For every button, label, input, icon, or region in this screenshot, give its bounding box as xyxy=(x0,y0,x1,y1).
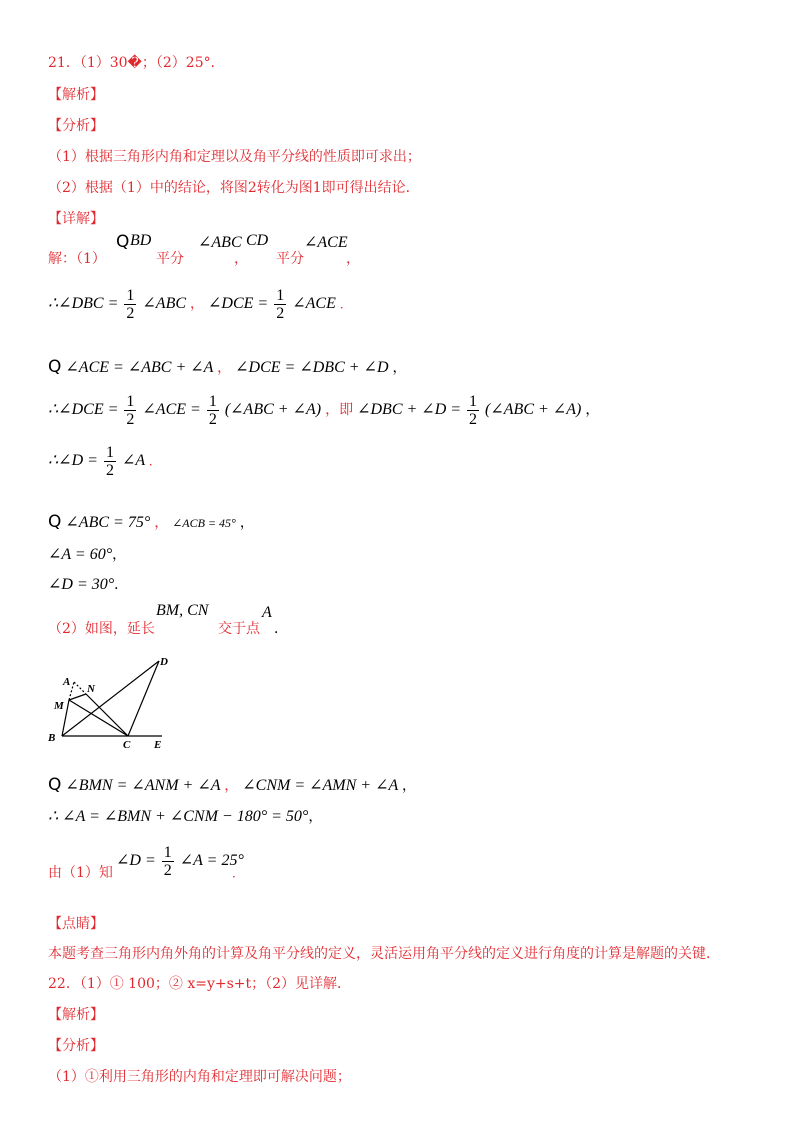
final-expr xyxy=(116,844,244,879)
solution-line-8 xyxy=(48,574,128,594)
part2-text: 交于点 xyxy=(218,621,260,637)
expr: ∴∠DBC = xyxy=(48,295,119,313)
solution-line-7 xyxy=(48,544,126,564)
ji-text: ，即 xyxy=(325,403,354,419)
solution-line-9 xyxy=(48,775,416,795)
expr: ∠ABC xyxy=(142,295,187,313)
solution-line-6 xyxy=(48,512,254,532)
jiexi-heading: 【解析】 xyxy=(48,87,104,103)
label-n: N xyxy=(87,683,95,695)
q22-jiexi-heading: 【解析】 xyxy=(48,1007,104,1023)
jie-prefix: 解：（1） xyxy=(48,251,106,267)
expr: ∠A = 60° xyxy=(48,546,113,563)
expr: ∠DCE = xyxy=(208,295,269,313)
because-symbol: Q xyxy=(116,232,130,252)
comma: ， xyxy=(585,403,600,419)
period: ． xyxy=(232,866,245,880)
because-symbol: Q xyxy=(48,512,62,532)
comma: ， xyxy=(112,548,127,563)
comma: ， xyxy=(308,810,323,825)
label-b: B xyxy=(48,732,56,744)
fraction-half: $\frac{1}{2}$ xyxy=(105,444,114,479)
expr: ∠CNM = ∠AMN + ∠A xyxy=(242,777,398,794)
expr: ∠ABC = 75° xyxy=(65,514,151,531)
xiangjie-heading: 【详解】 xyxy=(48,211,104,227)
expr: ∠BMN = ∠ANM + ∠A xyxy=(65,777,221,794)
expr: (∠ABC + ∠A) xyxy=(224,401,322,419)
fenxi-line-1: （1）根据三角形内角和定理以及角平分线的性质即可求出； xyxy=(48,149,421,165)
because-symbol: Q xyxy=(48,775,62,795)
fraction-half: $\frac{1}{2}$ xyxy=(126,393,135,428)
comma: ， xyxy=(217,361,232,376)
segment-mc xyxy=(69,700,128,736)
period: ． xyxy=(114,578,129,593)
fraction-half: $\frac{1}{2}$ xyxy=(163,844,172,879)
expr: ∠DBC + ∠D = xyxy=(357,401,462,419)
segment-bd: BD xyxy=(130,232,152,249)
comma: ， xyxy=(190,297,205,313)
fraction-half: $\frac{1}{2}$ xyxy=(276,287,285,322)
solution-line-5 xyxy=(48,444,161,479)
segments-bm-cn: BM, CN xyxy=(156,602,209,619)
expr: ∠A xyxy=(121,452,145,470)
q22-answer-header: 22．（1）① 100；② x=y+s+t；（2）见详解． xyxy=(48,976,352,992)
fenxi-line-2: （2）根据（1）中的结论，将图2转化为图1即可得出结论． xyxy=(48,180,420,196)
period: ． xyxy=(339,297,352,312)
solution-line-4 xyxy=(48,393,599,428)
solution-line-10 xyxy=(48,806,322,826)
label-d: D xyxy=(160,656,168,668)
segment-nc xyxy=(86,694,128,736)
label-c: C xyxy=(123,739,131,751)
because-symbol: Q xyxy=(48,357,62,377)
dianjing-heading: 【点睛】 xyxy=(48,916,104,932)
period: ． xyxy=(148,454,161,469)
fraction-half: $\frac{1}{2}$ xyxy=(469,393,478,428)
fraction-half: $\frac{1}{2}$ xyxy=(126,287,135,322)
comma: ， xyxy=(234,251,248,267)
angle-ace: ∠ACE xyxy=(304,234,348,251)
period: ． xyxy=(274,621,288,637)
comma: ， xyxy=(392,361,407,376)
expr: ∠DCE = ∠DBC + ∠D xyxy=(235,359,389,376)
you-text: 由（1）知 xyxy=(48,865,113,881)
expr: ∠D = xyxy=(116,852,156,870)
comma: ， xyxy=(224,779,239,794)
extension-na xyxy=(74,682,86,694)
q21-answer-header: 21．（1）30�；（2）25°． xyxy=(48,55,225,71)
solution-line-3 xyxy=(48,357,407,377)
comma: ， xyxy=(346,251,360,267)
expr: ∠D = 30° xyxy=(48,576,115,593)
label-m: M xyxy=(54,700,64,712)
pingfen-2: 平分 xyxy=(276,251,304,267)
pingfen-1: 平分 xyxy=(156,251,184,267)
fraction-half: $\frac{1}{2}$ xyxy=(208,393,217,428)
label-e: E xyxy=(154,739,162,751)
part2-text: （2）如图，延长 xyxy=(48,621,155,637)
comma: ， xyxy=(401,779,416,794)
triangle-figure xyxy=(44,652,184,752)
dianjing-text: 本题考查三角形内角外角的计算及角平分线的定义，灵活运用角平分线的定义进行角度的计算是解题的关键． xyxy=(48,946,720,962)
segment-mn xyxy=(69,694,86,700)
expr: ∠ACB = 45° xyxy=(172,516,236,530)
expr: ∴∠DCE = xyxy=(48,401,119,419)
q22-fenxi-line-1: （1）①利用三角形的内角和定理即可解决问题； xyxy=(48,1069,351,1085)
solution-line-2 xyxy=(48,287,352,322)
point-a: A xyxy=(262,604,272,621)
fenxi-heading: 【分析】 xyxy=(48,118,104,134)
expr: (∠ABC + ∠A) xyxy=(485,401,582,419)
expr: ∠ACE xyxy=(292,295,336,313)
expr: ∠ACE = ∠ABC + ∠A xyxy=(65,359,214,376)
expr: ∴ ∠A = ∠BMN + ∠CNM − 180° = 50° xyxy=(48,808,309,825)
segment-cd: CD xyxy=(246,232,269,249)
comma: ， xyxy=(239,516,254,531)
expr: ∠ACE = xyxy=(142,401,201,419)
label-a: A xyxy=(63,676,71,688)
comma: ， xyxy=(154,516,169,531)
q22-fenxi-heading: 【分析】 xyxy=(48,1038,104,1054)
angle-abc: ∠ABC xyxy=(198,234,242,251)
expr: ∠A = 25° xyxy=(179,852,244,870)
expr: ∴∠D = xyxy=(48,452,98,470)
